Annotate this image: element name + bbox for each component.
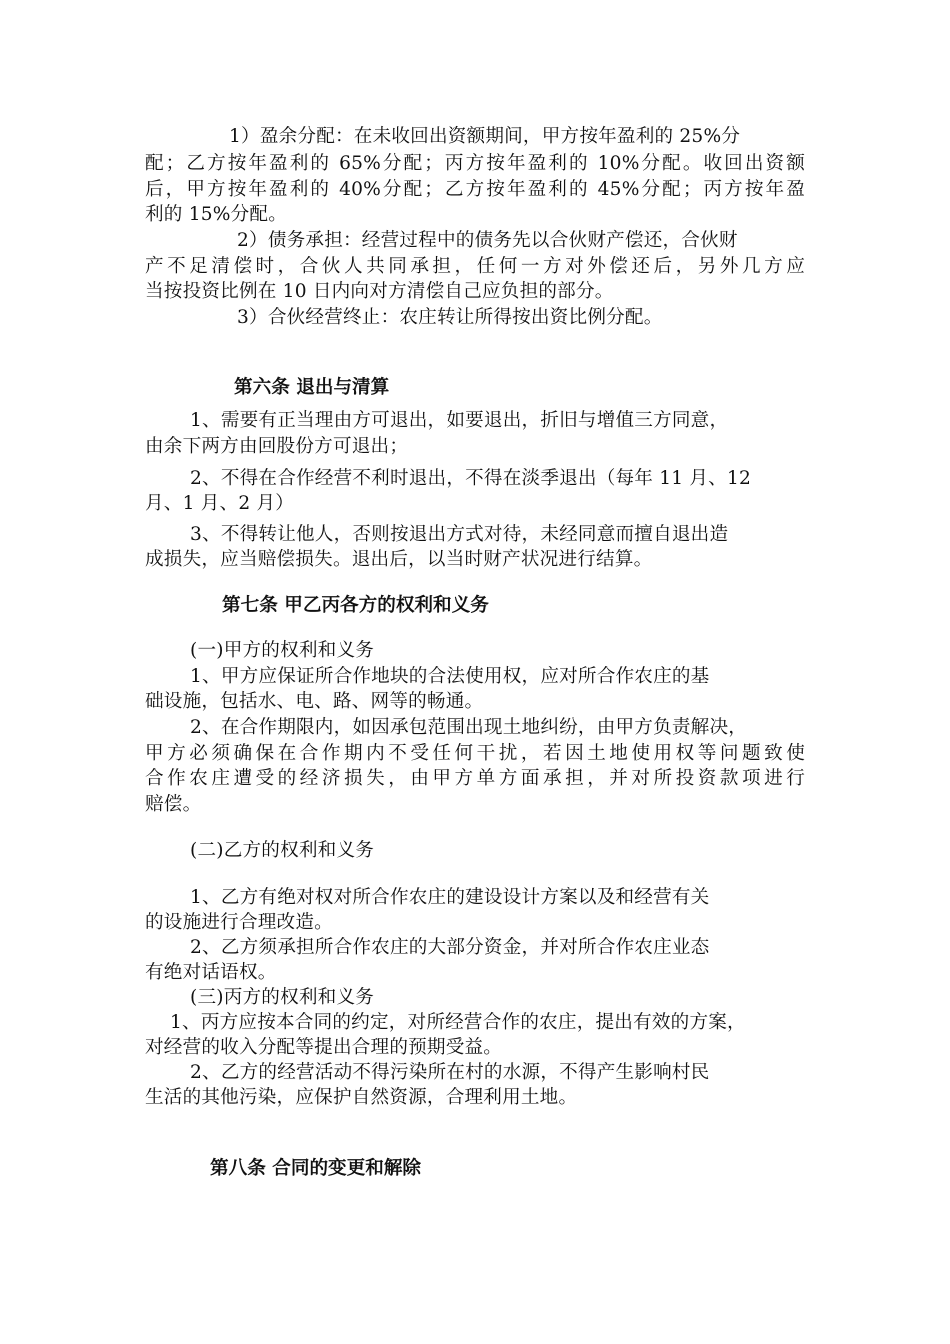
- termination-line: 3）合伙经营终止：农庄转让所得按出资比例分配。: [237, 307, 663, 328]
- profit-distribution-line-4: 利的 15%分配。: [145, 204, 288, 225]
- party-c-item-2-line-1: 2、乙方的经营活动不得污染所在村的水源，不得产生影响村民: [190, 1062, 710, 1083]
- debt-bearing-line-1: 2）债务承担：经营过程中的债务先以合伙财产偿还，合伙财: [237, 230, 738, 251]
- party-a-item-1-line-1: 1、甲方应保证所合作地块的合法使用权，应对所合作农庄的基: [190, 666, 710, 687]
- profit-distribution-line-3: 后，甲方按年盈利的 40%分配；乙方按年盈利的 45%分配；丙方按年盈: [145, 179, 805, 200]
- art6-item-2-line-2: 月、1 月、2 月）: [145, 493, 295, 514]
- party-c-item-1-line-2: 对经营的收入分配等提出合理的预期受益。: [145, 1037, 503, 1058]
- party-b-title: (二)乙方的权利和义务: [190, 840, 375, 861]
- party-c-item-2-line-2: 生活的其他污染，应保护自然资源，合理利用土地。: [145, 1087, 578, 1108]
- party-a-item-2-line-1: 2、在合作期限内，如因承包范围出现土地纠纷，由甲方负责解决，: [190, 717, 748, 738]
- party-a-item-2-line-4: 赔偿。: [145, 794, 202, 815]
- art6-item-1-line-1: 1、需要有正当理由方可退出，如要退出，折旧与增值三方同意，: [190, 410, 729, 431]
- debt-bearing-line-3: 当按投资比例在 10 日内向对方清偿自己应负担的部分。: [145, 281, 614, 302]
- party-b-item-2-line-1: 2、乙方须承担所合作农庄的大部分资金，并对所合作农庄业态: [190, 937, 710, 958]
- party-a-title: (一)甲方的权利和义务: [190, 640, 375, 661]
- party-b-item-1-line-1: 1、乙方有绝对权对所合作农庄的建设设计方案以及和经营有关: [190, 887, 710, 908]
- art6-item-3-line-1: 3、不得转让他人，否则按退出方式对待，未经同意而擅自退出造: [190, 524, 729, 545]
- art6-item-2-line-1: 2、不得在合作经营不利时退出，不得在淡季退出（每年 11 月、12: [190, 468, 752, 489]
- party-a-item-2-line-2: 甲方必须确保在合作期内不受任何干扰，若因土地使用权等问题致使: [145, 743, 805, 764]
- article-6-heading: 第六条 退出与清算: [234, 377, 390, 398]
- party-b-item-2-line-2: 有绝对话语权。: [145, 962, 277, 983]
- profit-distribution-line-1: 1）盈余分配：在未收回出资额期间，甲方按年盈利的 25%分: [229, 126, 741, 147]
- party-c-item-1-line-1: 1、丙方应按本合同的约定，对所经营合作的农庄，提出有效的方案，: [170, 1012, 746, 1033]
- art6-item-1-line-2: 由余下两方由回股份方可退出；: [145, 436, 409, 457]
- profit-distribution-line-2: 配；乙方按年盈利的 65%分配；丙方按年盈利的 10%分配。收回出资额: [145, 153, 805, 174]
- art6-item-3-line-2: 成损失，应当赔偿损失。退出后，以当时财产状况进行结算。: [145, 549, 653, 570]
- party-a-item-1-line-2: 础设施，包括水、电、路、网等的畅通。: [145, 691, 484, 712]
- party-a-item-2-line-3: 合作农庄遭受的经济损失，由甲方单方面承担，并对所投资款项进行: [145, 768, 805, 789]
- party-c-title: (三)丙方的权利和义务: [190, 987, 375, 1008]
- debt-bearing-line-2: 产不足清偿时，合伙人共同承担，任何一方对外偿还后，另外几方应: [145, 256, 805, 277]
- article-8-heading: 第八条 合同的变更和解除: [210, 1158, 422, 1179]
- party-b-item-1-line-2: 的设施进行合理改造。: [145, 912, 333, 933]
- article-7-heading: 第七条 甲乙丙各方的权利和义务: [222, 595, 489, 616]
